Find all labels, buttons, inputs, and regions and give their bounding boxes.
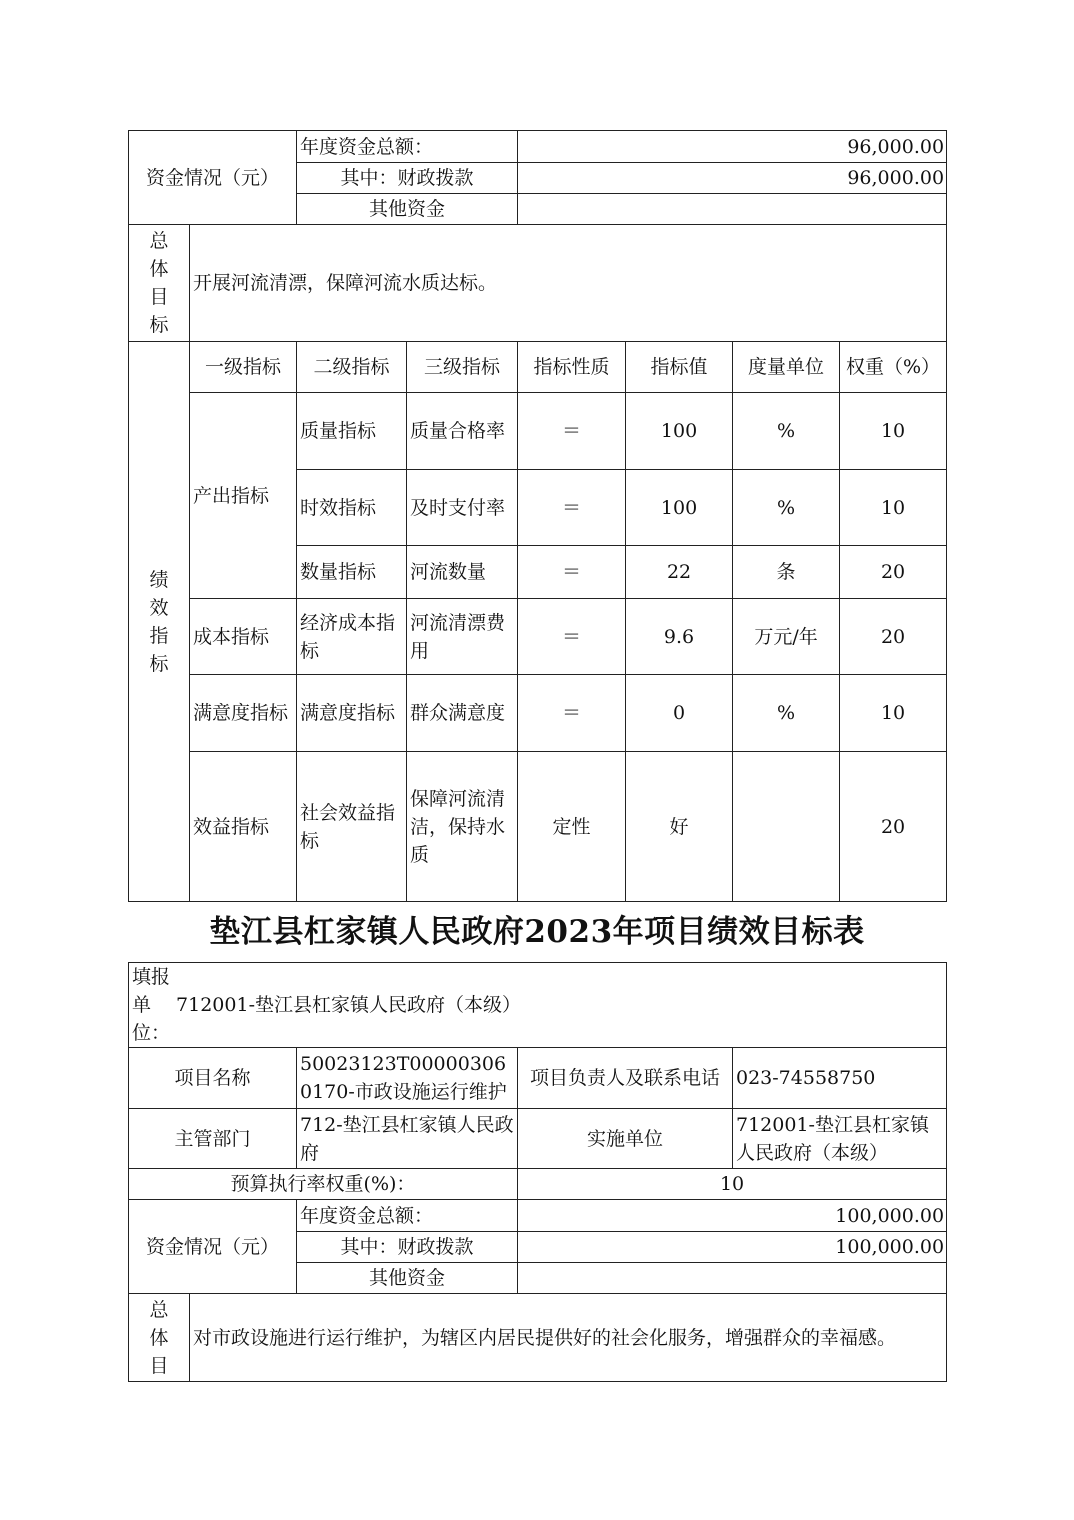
annual-total-value: 100,000.00	[518, 1200, 947, 1232]
table-row-value: 100	[626, 393, 733, 470]
fiscal-label: 其中：财政拨款	[297, 1232, 518, 1263]
table-row-l2: 时效指标	[297, 470, 407, 546]
table-row-l2: 数量指标	[297, 546, 407, 599]
table-row-weight: 10	[840, 393, 947, 470]
project-performance-table-1	[128, 130, 947, 902]
overall-goal-label: 总体目	[129, 1294, 190, 1382]
other-fund-label: 其他资金	[297, 194, 518, 225]
other-fund-value	[518, 194, 947, 225]
budget-weight-label: 预算执行率权重(%)：	[129, 1169, 518, 1200]
table-row-unit: 条	[733, 546, 840, 599]
benefit-l3: 保障河流清洁，保持水质	[407, 752, 518, 902]
benefit-value: 好	[626, 752, 733, 902]
satisfaction-weight: 10	[840, 675, 947, 752]
performance-label: 绩效指标	[129, 342, 190, 902]
table-row-nature: ＝	[518, 470, 626, 546]
document-title: 垫江县杠家镇人民政府2023年项目绩效目标表	[209, 914, 865, 950]
cost-nature: ＝	[518, 599, 626, 675]
annual-total-label: 年度资金总额：	[297, 1200, 518, 1232]
benefit-indicator-label: 效益指标	[190, 752, 297, 902]
cost-value: 9.6	[626, 599, 733, 675]
header-unit: 度量单位	[733, 342, 840, 393]
table-row-value: 100	[626, 470, 733, 546]
annual-total-value: 96,000.00	[518, 131, 947, 163]
table-row-unit: %	[733, 470, 840, 546]
satisfaction-l3: 群众满意度	[407, 675, 518, 752]
cost-weight: 20	[840, 599, 947, 675]
table-row-nature: ＝	[518, 393, 626, 470]
other-fund-label: 其他资金	[297, 1263, 518, 1294]
cost-unit: 万元/年	[733, 599, 840, 675]
table-row-l3: 质量合格率	[407, 393, 518, 470]
budget-weight-value: 10	[518, 1169, 947, 1200]
table-row-l3: 及时支付率	[407, 470, 518, 546]
benefit-unit	[733, 752, 840, 902]
overall-goal-text: 开展河流清漂，保障河流水质达标。	[190, 225, 947, 342]
reporting-unit-label: 填报单位：	[132, 966, 171, 1044]
table-row-unit: %	[733, 393, 840, 470]
reporting-unit-row	[129, 963, 947, 1048]
fiscal-value: 100,000.00	[518, 1232, 947, 1263]
satisfaction-l2: 满意度指标	[297, 675, 407, 752]
benefit-nature: 定性	[518, 752, 626, 902]
dept-value: 712-垫江县杠家镇人民政府	[297, 1109, 518, 1169]
project-performance-table-2	[128, 962, 947, 1382]
header-weight: 权重（%）	[840, 342, 947, 393]
table-row-l2: 质量指标	[297, 393, 407, 470]
benefit-l2: 社会效益指标	[297, 752, 407, 902]
table-row-value: 22	[626, 546, 733, 599]
overall-goal-text: 对市政设施进行运行维护，为辖区内居民提供好的社会化服务，增强群众的幸福感。	[190, 1294, 947, 1382]
table-row-l3: 河流数量	[407, 546, 518, 599]
header-level2: 二级指标	[297, 342, 407, 393]
satisfaction-indicator-label: 满意度指标	[190, 675, 297, 752]
table-row-nature: ＝	[518, 546, 626, 599]
reporting-unit-value: 712001-垫江县杠家镇人民政府（本级）	[176, 994, 521, 1016]
cost-indicator-label: 成本指标	[190, 599, 297, 675]
contact-value: 023-74558750	[733, 1048, 947, 1109]
benefit-weight: 20	[840, 752, 947, 902]
impl-unit-value: 712001-垫江县杠家镇人民政府（本级）	[733, 1109, 947, 1169]
header-level3: 三级指标	[407, 342, 518, 393]
fiscal-label: 其中：财政拨款	[297, 163, 518, 194]
satisfaction-unit: %	[733, 675, 840, 752]
contact-label: 项目负责人及联系电话	[518, 1048, 733, 1109]
output-indicator-label: 产出指标	[190, 393, 297, 599]
annual-total-label: 年度资金总额：	[297, 131, 518, 163]
header-value: 指标值	[626, 342, 733, 393]
fiscal-value: 96,000.00	[518, 163, 947, 194]
table-row-weight: 10	[840, 470, 947, 546]
table-row-weight: 20	[840, 546, 947, 599]
project-name-label: 项目名称	[129, 1048, 297, 1109]
overall-goal-label: 总体目标	[129, 225, 190, 342]
header-level1: 一级指标	[190, 342, 297, 393]
other-fund-value	[518, 1263, 947, 1294]
cost-l2: 经济成本指标	[297, 599, 407, 675]
fund-label: 资金情况（元）	[129, 131, 297, 225]
fund-label: 资金情况（元）	[129, 1200, 297, 1294]
satisfaction-nature: ＝	[518, 675, 626, 752]
cost-l3: 河流清漂费用	[407, 599, 518, 675]
project-name-value: 50023123T000003060170-市政设施运行维护	[297, 1048, 518, 1109]
impl-unit-label: 实施单位	[518, 1109, 733, 1169]
satisfaction-value: 0	[626, 675, 733, 752]
dept-label: 主管部门	[129, 1109, 297, 1169]
header-nature: 指标性质	[518, 342, 626, 393]
